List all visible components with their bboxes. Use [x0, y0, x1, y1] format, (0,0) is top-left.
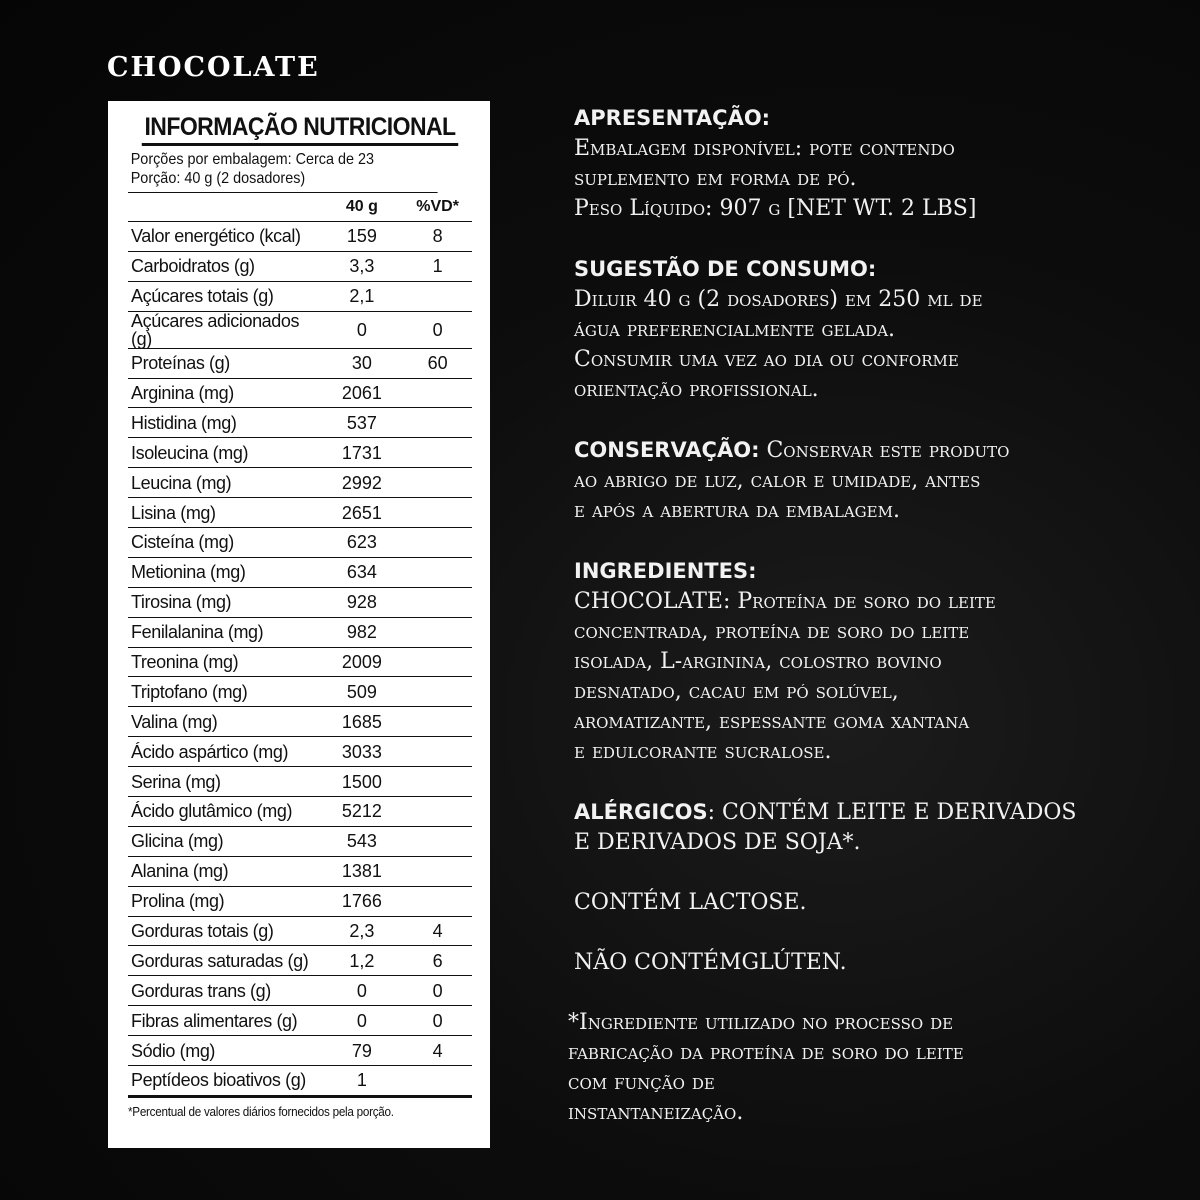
nutrient-name: Açúcares adicionados (g)	[128, 311, 321, 348]
ingredientes-text-2: concentrada, proteína de soro do leite	[574, 619, 970, 644]
serving-info	[128, 146, 438, 193]
nutrition-facts-panel	[108, 101, 490, 1148]
nutrition-row	[128, 1036, 472, 1066]
nutrient-daily-value: 0	[403, 1006, 472, 1036]
nutrition-row	[128, 946, 472, 976]
nutrient-daily-value	[403, 886, 472, 916]
nutrition-row	[128, 378, 472, 408]
nutrient-daily-value	[403, 617, 472, 647]
nutrient-name: Tirosina (mg)	[128, 587, 321, 617]
nutrient-name: Valina (mg)	[128, 707, 321, 737]
alergicos-text-2: E DERIVADOS DE SOJA*.	[574, 830, 861, 855]
nutrition-row	[128, 498, 472, 528]
nutrient-amount: 1	[321, 1066, 404, 1097]
nutrient-daily-value	[403, 797, 472, 827]
nutrient-amount: 928	[321, 587, 404, 617]
nutrient-name: Alanina (mg)	[128, 856, 321, 886]
nutrient-daily-value	[403, 281, 472, 311]
nutrient-daily-value	[403, 498, 472, 528]
alergicos-text-1: : CONTÉM LEITE E DERIVADOS	[707, 800, 1077, 825]
nutrition-row	[128, 587, 472, 617]
nutrient-name: Gorduras saturadas (g)	[128, 946, 321, 976]
nutrition-row	[128, 281, 472, 311]
apresentacao-text-2: suplemento em forma de pó.	[574, 166, 857, 191]
nutrient-name: Peptídeos bioativos (g)	[128, 1066, 321, 1097]
nutrient-name: Fenilalanina (mg)	[128, 617, 321, 647]
section-conservacao	[574, 435, 1134, 526]
nutrient-daily-value: 6	[403, 946, 472, 976]
nutrition-row	[128, 647, 472, 677]
nutrient-name: Proteínas (g)	[128, 348, 321, 378]
nutrition-row	[128, 468, 472, 498]
nutrient-amount: 0	[321, 311, 404, 348]
nutrient-amount: 79	[321, 1036, 404, 1066]
nutrient-amount: 634	[321, 557, 404, 587]
nutrient-name: Ácido aspártico (mg)	[128, 737, 321, 767]
conservacao-heading: CONSERVAÇÃO:	[574, 438, 760, 462]
nutrient-daily-value: 1	[403, 251, 472, 281]
nutrient-amount: 5212	[321, 797, 404, 827]
nutrient-amount: 2,3	[321, 916, 404, 946]
servings-per-package: Porções por embalagem: Cerca de 23	[130, 151, 375, 168]
nutrient-daily-value: 0	[403, 311, 472, 348]
nutrition-row	[128, 1066, 472, 1097]
nutrient-amount: 982	[321, 617, 404, 647]
nutrient-amount: 1685	[321, 707, 404, 737]
header-blank	[128, 193, 321, 222]
nutrient-name: Prolina (mg)	[128, 886, 321, 916]
nutrient-amount: 1766	[321, 886, 404, 916]
nutrient-amount: 1,2	[321, 946, 404, 976]
nutrient-amount: 0	[321, 1006, 404, 1036]
nutrition-row	[128, 856, 472, 886]
nutrient-name: Isoleucina (mg)	[128, 438, 321, 468]
nutrition-row	[128, 976, 472, 1006]
ingredientes-text-3: isolada, L-arginina, colostro bovino	[574, 649, 942, 674]
nutrient-name: Arginina (mg)	[128, 378, 321, 408]
section-alergicos	[574, 797, 1134, 858]
nutrient-daily-value	[403, 557, 472, 587]
nutrient-daily-value	[403, 856, 472, 886]
nutrient-amount: 2009	[321, 647, 404, 677]
nutrient-amount: 537	[321, 408, 404, 438]
ingredientes-text-1: Proteína de soro do leite	[730, 589, 996, 614]
nutrient-daily-value	[403, 767, 472, 797]
nutrition-row	[128, 438, 472, 468]
nutrient-daily-value	[403, 677, 472, 707]
nutrient-amount: 509	[321, 677, 404, 707]
nutrient-daily-value	[403, 737, 472, 767]
ingredientes-text-6: e edulcorante sucralose.	[574, 739, 832, 764]
sugestao-text-3: Consumir uma vez ao dia ou conforme	[574, 347, 959, 372]
nutrition-row	[128, 617, 472, 647]
nutrient-daily-value: 0	[403, 976, 472, 1006]
nutrition-table-header	[128, 193, 472, 222]
serving-size: Porção: 40 g (2 dosadores)	[130, 170, 306, 187]
nutrient-daily-value: 4	[403, 916, 472, 946]
nutrient-daily-value	[403, 408, 472, 438]
nutrient-name: Ácido glutâmico (mg)	[128, 797, 321, 827]
nutrient-name: Histidina (mg)	[128, 408, 321, 438]
nutrient-daily-value	[403, 378, 472, 408]
nutrient-name: Treonina (mg)	[128, 647, 321, 677]
nutrient-daily-value	[403, 438, 472, 468]
apresentacao-heading: APRESENTAÇÃO:	[574, 106, 771, 130]
nutrient-amount: 2,1	[321, 281, 404, 311]
product-info-column	[568, 103, 1134, 1158]
nutrient-name: Gorduras totais (g)	[128, 916, 321, 946]
nutrition-row	[128, 311, 472, 348]
alergicos-heading: ALÉRGICOS	[574, 800, 708, 824]
nutrition-row	[128, 677, 472, 707]
section-sugestao	[574, 254, 1134, 405]
sugestao-text-2: água preferencialmente gelada.	[574, 317, 896, 342]
nutrient-name: Lisina (mg)	[128, 498, 321, 528]
nutrient-daily-value	[403, 468, 472, 498]
ingredient-footnote	[568, 1008, 1134, 1128]
nutrition-row	[128, 408, 472, 438]
header-amount: 40 g	[321, 193, 404, 222]
daily-value-footnote: *Percentual de valores diários fornecidos pela porção.	[128, 1103, 394, 1119]
gluten-statement: NÃO CONTÉMGLÚTEN.	[574, 950, 847, 975]
nutrient-amount: 2061	[321, 378, 404, 408]
nutrient-amount: 3033	[321, 737, 404, 767]
nutrient-amount: 0	[321, 976, 404, 1006]
nutrient-daily-value	[403, 707, 472, 737]
nutrition-row	[128, 886, 472, 916]
nutrient-daily-value	[403, 528, 472, 558]
nutrient-daily-value: 4	[403, 1036, 472, 1066]
sugestao-heading: SUGESTÃO DE CONSUMO:	[574, 257, 877, 281]
sugestao-text-1: Diluir 40 g (2 dosadores) em 250 ml de	[574, 287, 983, 312]
nutrient-name: Sódio (mg)	[128, 1036, 321, 1066]
nutrient-amount: 30	[321, 348, 404, 378]
section-apresentacao	[574, 103, 1134, 224]
ingredientes-text-4: desnatado, cacau em pó solúvel,	[574, 679, 899, 704]
nutrient-amount: 1381	[321, 856, 404, 886]
nutrient-amount: 2651	[321, 498, 404, 528]
nutrient-daily-value	[403, 1066, 472, 1097]
nutrient-name: Triptofano (mg)	[128, 677, 321, 707]
note-text-2: fabricação da proteína de soro do leite	[568, 1040, 964, 1065]
nutrient-amount: 3,3	[321, 251, 404, 281]
nutrition-row	[128, 222, 472, 252]
nutrient-amount: 159	[321, 222, 404, 252]
ingredientes-text-5: aromatizante, espessante goma xantana	[574, 709, 970, 734]
nutrition-row	[128, 797, 472, 827]
nutrition-row	[128, 348, 472, 378]
nutrition-row	[128, 826, 472, 856]
nutrition-row	[128, 251, 472, 281]
lactose-statement: CONTÉM LACTOSE.	[574, 890, 807, 915]
section-ingredientes	[574, 556, 1134, 767]
nutrition-row	[128, 1006, 472, 1036]
note-text-3: com função de	[568, 1070, 715, 1095]
apresentacao-text-3: Peso Líquido: 907 g [NET WT. 2 LBS]	[574, 196, 977, 221]
nutrient-daily-value: 60	[403, 348, 472, 378]
nutrition-row	[128, 707, 472, 737]
nutrient-daily-value	[403, 826, 472, 856]
nutrient-amount: 623	[321, 528, 404, 558]
header-daily-value: %VD*	[403, 193, 472, 222]
nutrient-amount: 2992	[321, 468, 404, 498]
nutrient-name: Gorduras trans (g)	[128, 976, 321, 1006]
nutrient-daily-value	[403, 647, 472, 677]
nutrition-row	[128, 737, 472, 767]
nutrient-name: Serina (mg)	[128, 767, 321, 797]
conservacao-text-1: Conservar este produto	[759, 438, 1010, 463]
apresentacao-text-1: Embalagem disponível: pote contendo	[574, 136, 955, 161]
nutrient-name: Carboidratos (g)	[128, 251, 321, 281]
ingredientes-heading: INGREDIENTES:	[574, 559, 757, 583]
nutrition-row	[128, 557, 472, 587]
ingredientes-flavor: CHOCOLATE:	[574, 589, 731, 614]
nutrition-row	[128, 916, 472, 946]
nutrient-name: Leucina (mg)	[128, 468, 321, 498]
nutrient-amount: 1500	[321, 767, 404, 797]
nutrient-name: Fibras alimentares (g)	[128, 1006, 321, 1036]
nutrient-name: Açúcares totais (g)	[128, 281, 321, 311]
nutrient-name: Glicina (mg)	[128, 826, 321, 856]
nutrient-daily-value: 8	[403, 222, 472, 252]
nutrient-amount: 543	[321, 826, 404, 856]
note-text-1: *Ingrediente utilizado no processo de	[568, 1010, 954, 1035]
nutrition-facts-title: INFORMAÇÃO NUTRICIONAL	[142, 113, 458, 146]
conservacao-text-3: e após a abertura da embalagem.	[574, 498, 900, 523]
nutrition-row	[128, 767, 472, 797]
note-text-4: instantaneização.	[568, 1100, 744, 1125]
sugestao-text-4: orientação profissional.	[574, 377, 819, 402]
flavor-title: CHOCOLATE	[107, 52, 320, 83]
nutrient-daily-value	[403, 587, 472, 617]
nutrient-name: Cisteína (mg)	[128, 528, 321, 558]
nutrient-name: Valor energético (kcal)	[128, 222, 321, 252]
nutrient-amount: 1731	[321, 438, 404, 468]
nutrition-table	[128, 193, 472, 1098]
nutrient-name: Metionina (mg)	[128, 557, 321, 587]
conservacao-text-2: ao abrigo de luz, calor e umidade, antes	[574, 468, 981, 493]
nutrition-row	[128, 528, 472, 558]
